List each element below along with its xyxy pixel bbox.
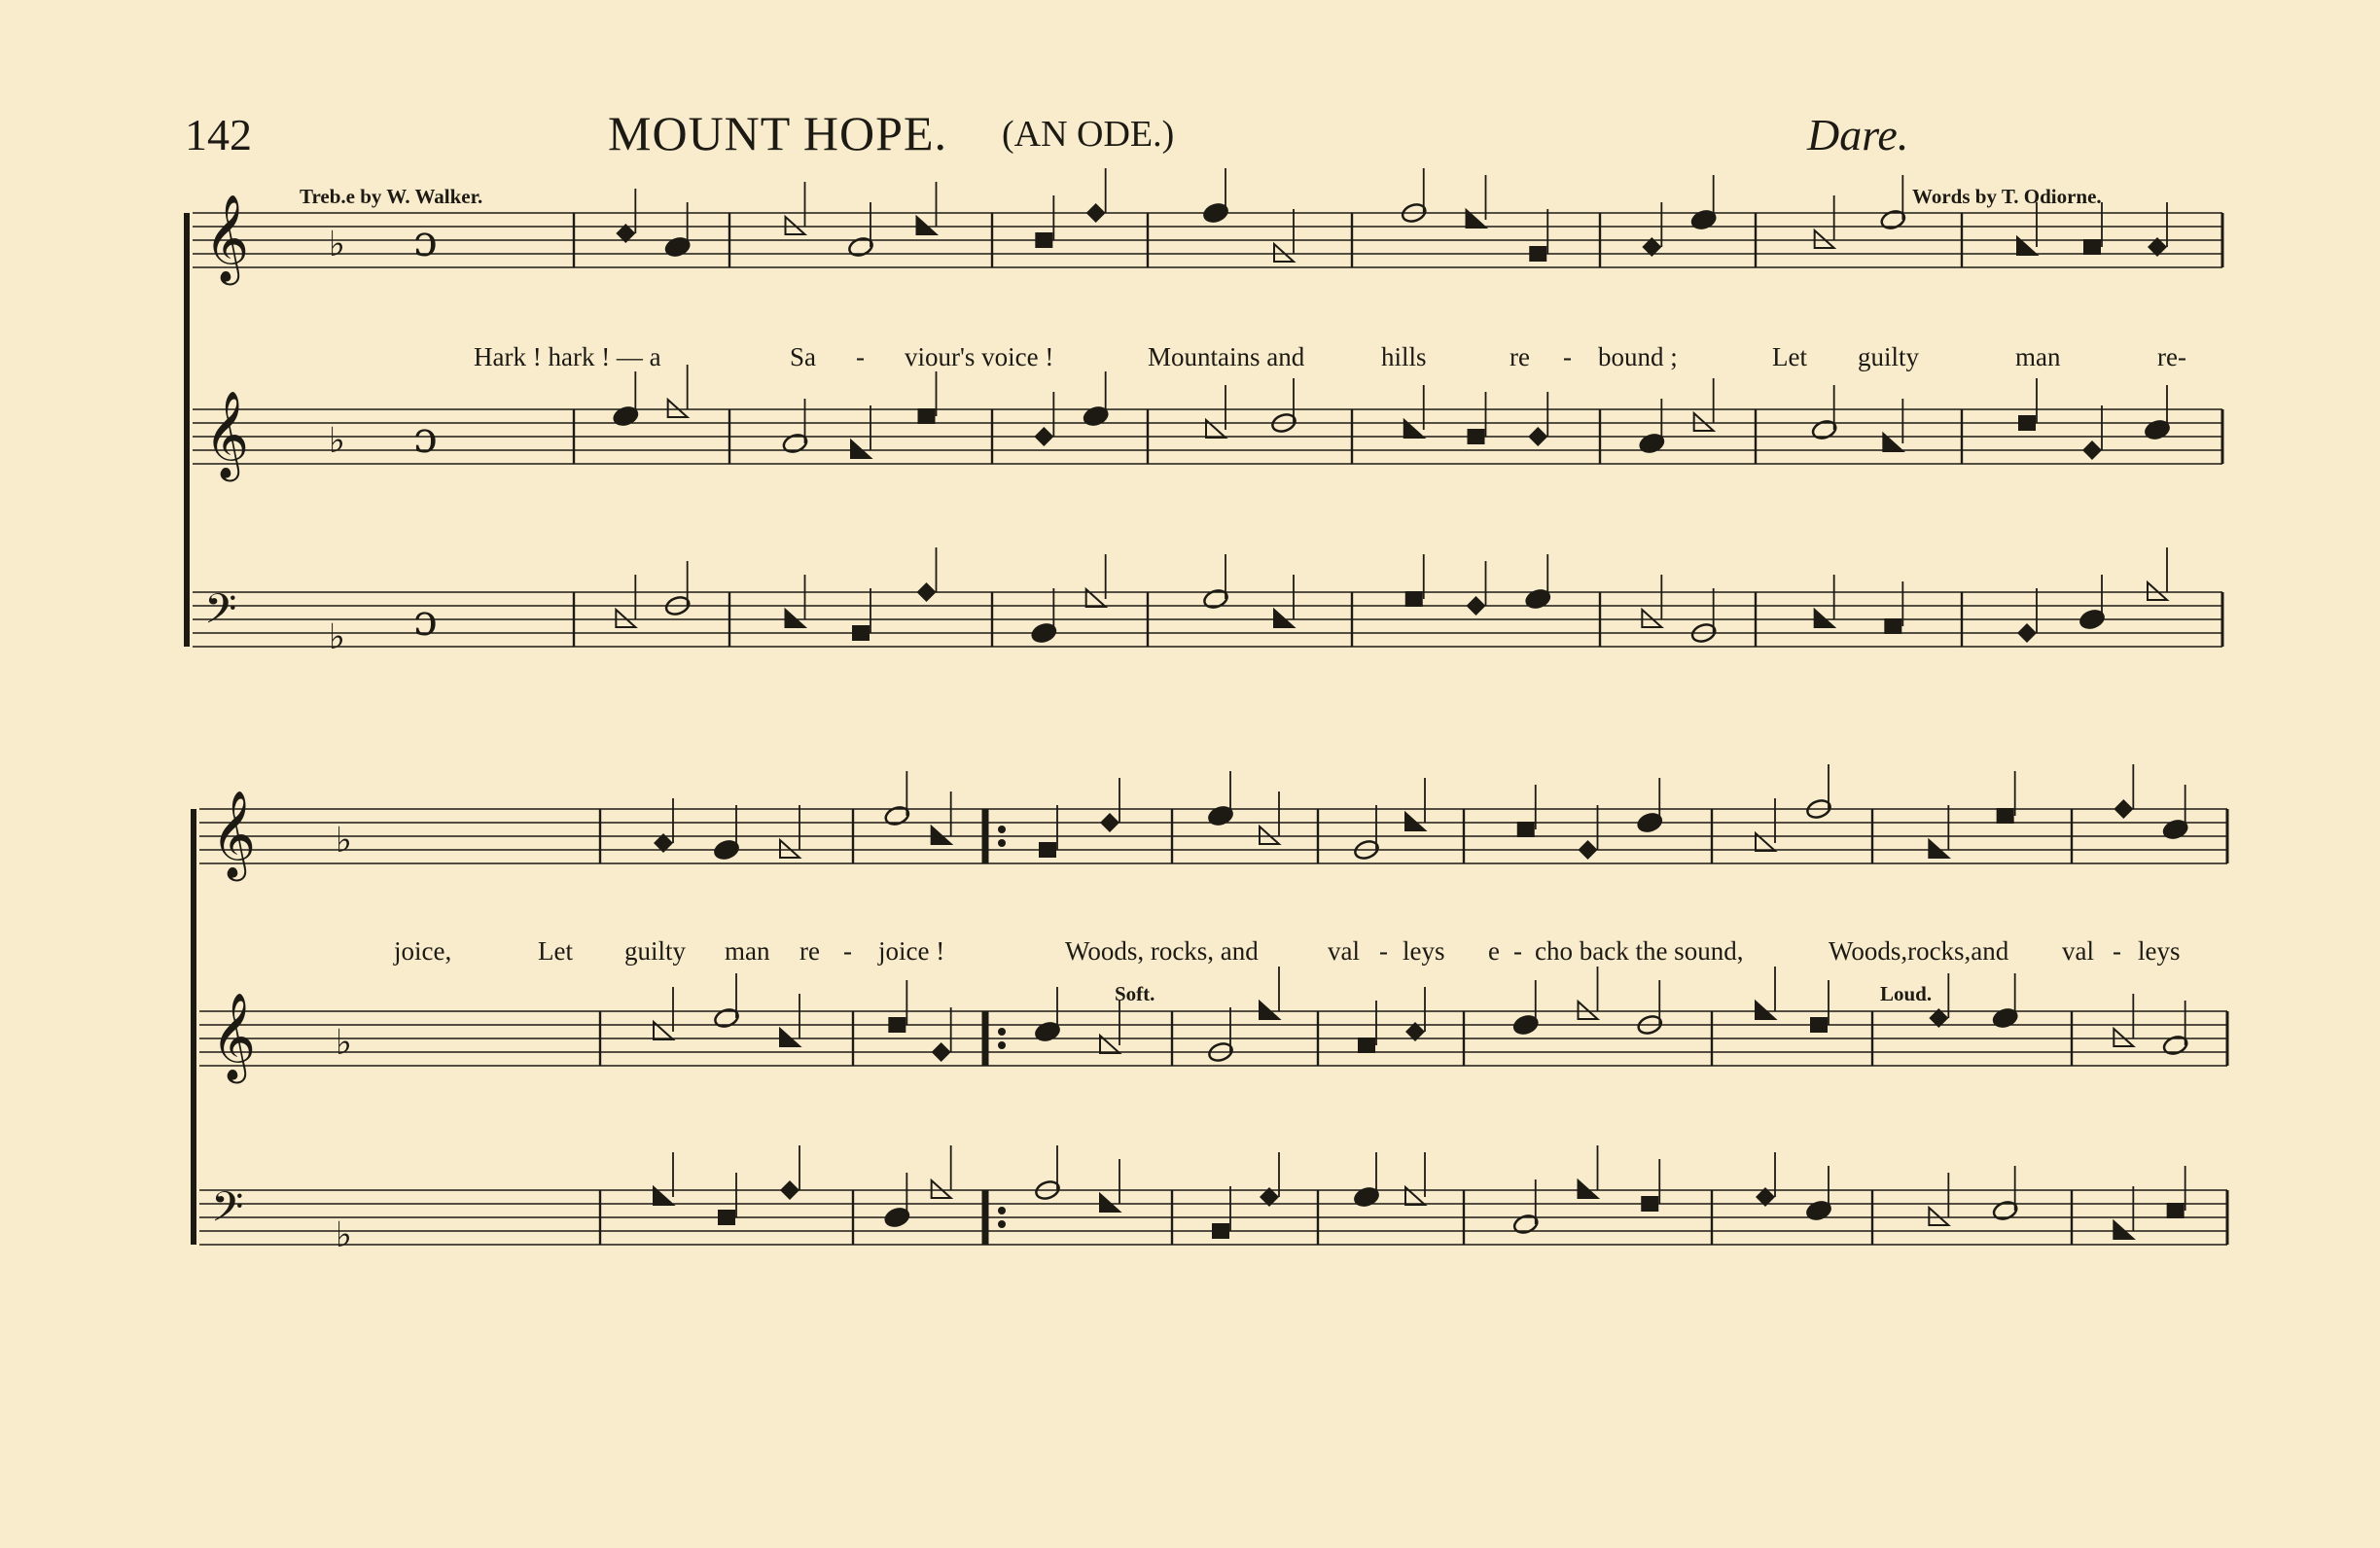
lyric-word: - xyxy=(843,936,852,966)
dynamic-marking: Loud. xyxy=(1880,982,1933,1005)
note-head-icon xyxy=(1579,1180,1598,1198)
note-head-icon xyxy=(851,440,870,458)
note-head-icon xyxy=(2083,239,2101,255)
note-head-icon xyxy=(1694,413,1714,431)
note-head-icon xyxy=(1641,1196,1658,1212)
note-head-icon xyxy=(668,400,688,417)
lyric-word: Hark ! hark ! — a xyxy=(474,342,661,371)
note-head-icon xyxy=(932,827,951,844)
note-head-icon xyxy=(1929,840,1948,858)
note-head-icon xyxy=(718,1210,735,1225)
note-head-icon xyxy=(2114,1221,2133,1239)
repeat-dot xyxy=(998,1041,1006,1049)
note-head-icon xyxy=(2148,582,2167,600)
lyric-word: leys xyxy=(1403,936,1445,966)
lyric-word: guilty xyxy=(624,936,687,966)
note-head-icon xyxy=(2167,1203,2185,1218)
note-head-icon xyxy=(917,582,937,602)
note-head-icon xyxy=(917,217,937,234)
treble-clef-icon: 𝄞 xyxy=(211,791,257,878)
note-head-icon xyxy=(1467,596,1486,616)
flat-icon: ♭ xyxy=(336,821,352,861)
repeat-dot xyxy=(998,839,1006,847)
note-head-icon xyxy=(1997,808,2014,824)
note-head-icon xyxy=(1884,618,1901,634)
treble-clef-icon: 𝄞 xyxy=(204,391,250,478)
note-head-icon xyxy=(1100,1194,1119,1212)
note-head-icon xyxy=(786,217,805,234)
time-signature-icon: ɔ xyxy=(413,596,438,646)
note-head-icon xyxy=(1810,1017,1828,1033)
note-head-icon xyxy=(1358,1038,1375,1053)
song-subtitle: (AN ODE.) xyxy=(1002,114,1175,155)
lyric-word: re- xyxy=(2157,342,2186,371)
lyric-word: - xyxy=(1379,936,1388,966)
note-head-icon xyxy=(888,1017,906,1033)
lyric-word: man xyxy=(725,936,770,966)
lyric-word: viour's voice ! xyxy=(905,342,1054,371)
lyric-word: hills xyxy=(1381,342,1427,371)
lyric-word: re xyxy=(799,936,820,966)
composer-name: Dare. xyxy=(1807,110,1909,159)
note-head-icon xyxy=(1468,429,1485,444)
note-head-icon xyxy=(616,610,635,627)
note-head-icon xyxy=(1929,1208,1948,1225)
note-head-icon xyxy=(2082,440,2102,460)
words-credit: Words by T. Odiorne. xyxy=(1912,185,2102,208)
note-head-icon xyxy=(1260,827,1279,844)
song-title: MOUNT HOPE. xyxy=(608,106,947,160)
note-head-icon xyxy=(2114,1029,2133,1046)
note-head-icon xyxy=(1815,230,1834,248)
treble-credit: Treb.e by W. Walker. xyxy=(300,185,483,208)
note-head-icon xyxy=(1579,840,1598,860)
note-head-icon xyxy=(1035,232,1052,248)
note-head-icon xyxy=(918,408,936,424)
dynamic-marking: Soft. xyxy=(1115,982,1155,1005)
lyric-word: cho back the sound, xyxy=(1535,936,1744,966)
page-number: 142 xyxy=(185,110,252,159)
note-head-icon xyxy=(780,840,799,858)
flat-icon: ♭ xyxy=(329,225,345,264)
lyric-word: Woods, rocks, and xyxy=(1065,936,1259,966)
note-head-icon xyxy=(1039,842,1056,858)
note-head-icon xyxy=(2017,623,2037,643)
note-head-icon xyxy=(1579,1002,1598,1019)
lyric-word: Let xyxy=(1772,342,1807,371)
lyric-word: - xyxy=(2113,936,2121,966)
lyric-word: e xyxy=(1488,936,1500,966)
repeat-dot xyxy=(998,826,1006,833)
note-head-icon xyxy=(1642,610,1661,627)
treble-clef-icon: 𝄞 xyxy=(204,194,250,282)
lyric-word: joice, xyxy=(394,936,452,966)
note-head-icon xyxy=(1034,427,1053,446)
lyric-word: val xyxy=(1328,936,1360,966)
lyric-word: re xyxy=(1510,342,1530,371)
note-head-icon xyxy=(1517,822,1535,837)
lyric-word: Sa xyxy=(790,342,816,371)
flat-icon: ♭ xyxy=(336,1023,352,1063)
note-head-icon xyxy=(780,1180,799,1200)
note-head-icon xyxy=(1086,203,1106,223)
note-head-icon xyxy=(1274,610,1294,627)
note-head-icon xyxy=(1529,246,1546,262)
note-head-icon xyxy=(1756,1002,1775,1019)
lyric-word: Mountains and xyxy=(1148,342,1305,371)
repeat-dot xyxy=(998,1028,1006,1036)
lyric-word: leys xyxy=(2138,936,2181,966)
note-head-icon xyxy=(1815,610,1834,627)
treble-clef-icon: 𝄞 xyxy=(211,993,257,1080)
note-head-icon xyxy=(852,625,870,641)
note-head-icon xyxy=(932,1042,951,1062)
lyric-word: man xyxy=(2015,342,2061,371)
lyric-word: - xyxy=(1563,342,1572,371)
flat-icon: ♭ xyxy=(329,617,345,657)
time-signature-icon: ɔ xyxy=(413,413,438,463)
bass-clef-icon: 𝄢 xyxy=(211,1183,244,1242)
note-head-icon xyxy=(1260,1002,1279,1019)
lyric-word: - xyxy=(1513,936,1522,966)
repeat-dot xyxy=(998,1220,1006,1228)
time-signature-icon: ɔ xyxy=(413,217,438,266)
note-head-icon xyxy=(2114,799,2133,819)
note-head-icon xyxy=(1528,427,1547,446)
lyric-word: Woods,rocks,and xyxy=(1829,936,2009,966)
repeat-dot xyxy=(998,1207,1006,1214)
lyric-word: - xyxy=(856,342,865,371)
note-head-icon xyxy=(1405,813,1425,830)
note-head-icon xyxy=(780,1029,799,1046)
note-head-icon xyxy=(2018,415,2036,431)
note-head-icon xyxy=(1212,1223,1229,1239)
note-head-icon xyxy=(1274,244,1294,262)
note-head-icon xyxy=(1405,591,1423,607)
note-head-icon xyxy=(1100,813,1119,832)
lyric-word: joice ! xyxy=(878,936,945,966)
lyric-word: guilty xyxy=(1858,342,1920,371)
flat-icon: ♭ xyxy=(336,1215,352,1255)
bass-clef-icon: 𝄢 xyxy=(204,585,237,644)
note-head-icon xyxy=(786,610,805,627)
lyric-word: bound ; xyxy=(1598,342,1678,371)
lyric-word: val xyxy=(2062,936,2094,966)
flat-icon: ♭ xyxy=(329,421,345,461)
lyric-word: Let xyxy=(538,936,573,966)
note-head-icon xyxy=(932,1180,951,1198)
